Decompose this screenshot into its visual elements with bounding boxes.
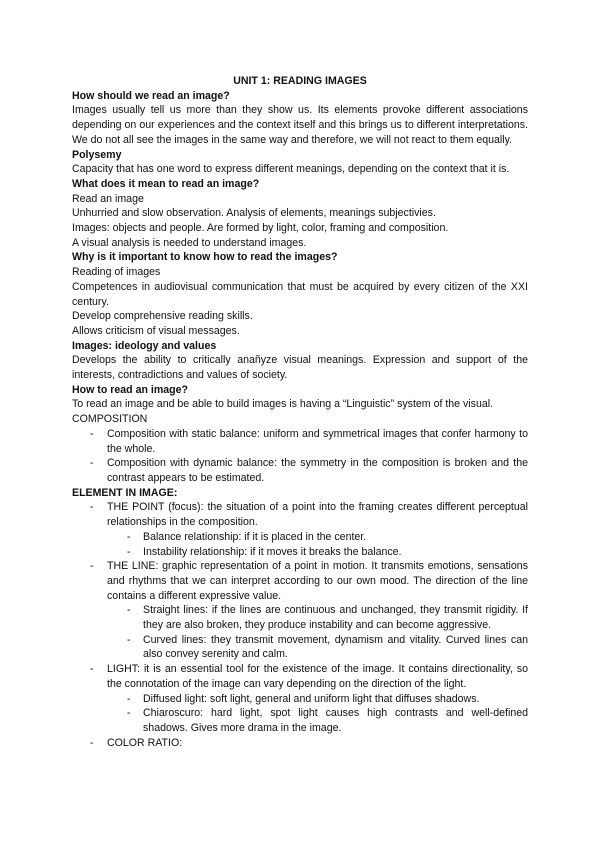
sub-list-item-text: Straight lines: if the lines are continuous and unchanged, they transmit rigidity. If they are also broken, they produce instability and can become aggressive.: [143, 604, 528, 632]
text-line: Unhurried and slow observation. Analysis of elements, meanings subjectivies.: [72, 207, 436, 220]
list-item-text: Composition with static balance: uniform and symmetrical images that confer harmony to the whole.: [107, 427, 528, 455]
list-item-point: [72, 500, 528, 559]
paragraph-read-image: Images usually tell us more than they show us. Its elements provoke different associations depending on our experiences and the context itself and this brings us to different interpretations. We do not all see the images in the same way and therefore, we will not react to them equally.: [72, 104, 528, 146]
heading-element-in-image: ELEMENT IN IMAGE:: [72, 486, 178, 499]
dash-bullet: -: [127, 530, 131, 543]
paragraph-ideology-values: Develops the ability to critically anañyze visual meanings. Expression and support of the interests, contradictions and values of society.: [72, 354, 528, 382]
sub-list-item: [107, 530, 528, 545]
dash-bullet: -: [90, 501, 94, 514]
sub-list-item: [107, 706, 528, 735]
dash-bullet: -: [127, 604, 131, 617]
heading-ideology-values: Images: ideology and values: [72, 339, 217, 352]
list-item-text: THE LINE: graphic representation of a point in motion. It transmits emotions, sensations and rhythms that we can interpret according to our own mood. The direction of the line contains a different expressive value.: [107, 560, 528, 602]
composition-label: COMPOSITION: [72, 413, 148, 426]
dash-bullet: -: [90, 560, 94, 573]
paragraph-polysemy: Capacity that has one word to express different meanings, depending on the context that it is.: [72, 163, 510, 176]
sub-list-item: [107, 545, 528, 560]
paragraph-how-to-read: To read an image and be able to build images is having a “Linguistic” system of the visual.: [72, 398, 494, 411]
sub-list: [107, 692, 528, 736]
dash-bullet: -: [90, 457, 94, 470]
list-item: [72, 427, 528, 456]
sub-list-item-text: Balance relationship: if it is placed in the center.: [143, 530, 367, 543]
list-item-light: [72, 662, 528, 736]
sub-list-item-text: Curved lines: they transmit movement, dynamism and vitality. Curved lines can also convey serenity and calm.: [143, 633, 528, 661]
text-line: Competences in audiovisual communication that must be acquired by every citizen of the XXI century.: [72, 280, 528, 308]
sub-list-item-text: Chiaroscuro: hard light, spot light causes high contrasts and well-defined shadows. Gives more drama in the image.: [143, 707, 528, 734]
text-line: Develop comprehensive reading skills.: [72, 310, 253, 323]
dash-bullet: -: [90, 663, 94, 676]
dash-bullet: -: [127, 707, 131, 720]
list-item-text: COLOR RATIO:: [107, 736, 183, 749]
sub-list-item-text: Diffused light: soft light, general and uniform light that diffuses shadows.: [143, 692, 480, 705]
sub-list-item: [107, 603, 528, 632]
sub-list-item: [107, 692, 528, 707]
list-item-line: [72, 559, 528, 662]
heading-read-image: How should we read an image?: [72, 89, 230, 102]
heading-what-does-it-mean: What does it mean to read an image?: [72, 177, 260, 190]
sub-list: [107, 603, 528, 662]
composition-list: [72, 427, 528, 486]
document-title: UNIT 1: READING IMAGES: [233, 75, 367, 87]
dash-bullet: -: [127, 545, 131, 558]
text-line: Allows criticism of visual messages.: [72, 324, 240, 337]
text-line: Reading of images: [72, 266, 161, 279]
text-line: A visual analysis is needed to understand images.: [72, 236, 307, 249]
dash-bullet: -: [90, 736, 94, 749]
document-page: [72, 74, 528, 750]
list-item: [72, 456, 528, 485]
text-line: Images: objects and people. Are formed by light, color, framing and composition.: [72, 222, 449, 235]
list-item-text: LIGHT: it is an essential tool for the existence of the image. It contains directionality, so the connotation of the image can vary depending on the direction of the light.: [107, 663, 528, 690]
list-item-text: Composition with dynamic balance: the symmetry in the composition is broken and the contrast appears to be estimated.: [107, 457, 528, 484]
list-item-color-ratio: [72, 736, 528, 751]
sub-list-item: [107, 633, 528, 662]
heading-polysemy: Polysemy: [72, 148, 122, 161]
text-line: Read an image: [72, 192, 144, 205]
sub-list-item-text: Instability relationship: if it moves it breaks the balance.: [143, 545, 402, 558]
dash-bullet: -: [90, 427, 94, 440]
list-item-text: THE POINT (focus): the situation of a point into the framing creates different perceptual relationships in the composition.: [107, 501, 528, 529]
heading-how-to-read: How to read an image?: [72, 383, 188, 396]
dash-bullet: -: [127, 633, 131, 646]
element-list: [72, 500, 528, 750]
heading-why-important: Why is it important to know how to read the images?: [72, 251, 338, 264]
dash-bullet: -: [127, 692, 131, 705]
sub-list: [107, 530, 528, 559]
